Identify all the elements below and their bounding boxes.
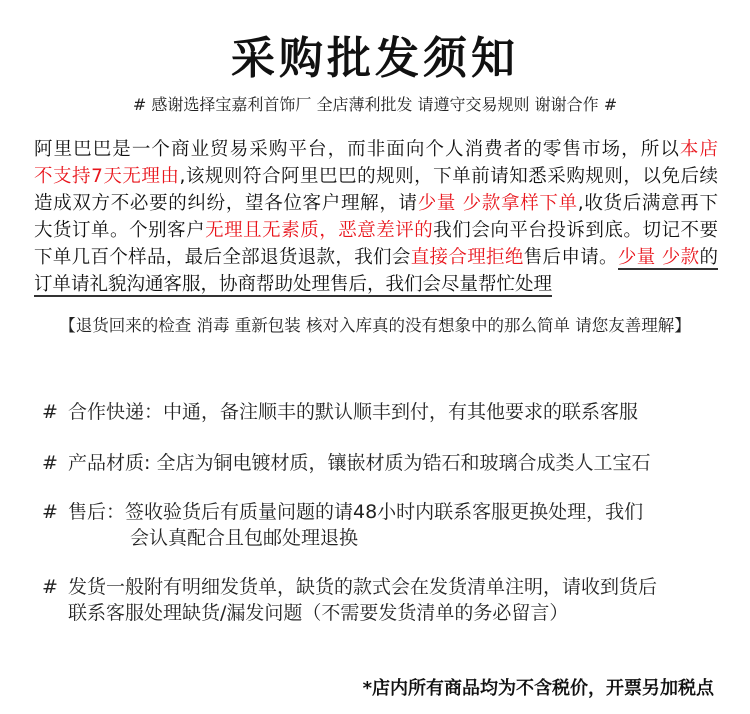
paragraph-text: 大货订单。个别客户 — [34, 220, 206, 241]
item-text: 售后：签收验货后有质量问题的请48小时内联系客服更换处理，我们 — [68, 501, 644, 523]
paragraph-line — [34, 217, 718, 244]
highlighted-text: 少量 少款 — [617, 247, 700, 268]
paragraph-text: 售后申请。 — [523, 247, 618, 268]
paragraph-text: 我们会向平台投诉到底。切记不要 — [433, 220, 718, 241]
paragraph-text: 造成双方不必要的纠纷，望各位客户理解，请 — [34, 193, 418, 214]
paragraph-text: 订单请礼貌沟通客服，协商帮助处理售后，我们会尽量帮忙处理 — [34, 274, 553, 295]
paragraph-line — [34, 271, 718, 298]
item-shipping — [42, 399, 638, 425]
highlighted-text: 直接合理拒绝 — [410, 247, 524, 268]
paragraph-text: 的 — [699, 247, 718, 268]
paragraph-text: 阿里巴巴是一个商业贸易采购平台，而非面向个人消费者的零售市场，所以 — [34, 139, 680, 160]
subtitle: # 感谢选择宝嘉利首饰厂 全店薄利批发 请遵守交易规则 谢谢合作 # — [132, 95, 618, 114]
paragraph-line — [34, 244, 718, 271]
highlighted-text: 本店 — [679, 139, 718, 160]
hash-marker: # — [42, 501, 58, 523]
highlighted-text: 不支持7天无理由 — [34, 166, 180, 187]
item-text: 合作快递：中通，备注顺丰的默认顺丰到付，有其他要求的联系客服 — [68, 401, 639, 423]
item-after-sales — [42, 499, 643, 551]
paragraph-line — [34, 163, 718, 190]
return-notice: 【退货回来的检查 消毒 重新包装 核对入库真的没有想象中的那么简单 请您友善理解】 — [59, 316, 691, 335]
paragraph-text: ,该规则符合阿里巴巴的规则，下单前请知悉采购规则，以免后续 — [179, 166, 718, 187]
item-delivery — [42, 574, 657, 626]
highlighted-text: 无理且无素质，恶意差评的 — [205, 220, 434, 241]
paragraph-line — [34, 190, 718, 217]
hash-marker: # — [42, 576, 58, 598]
page-title: 采购批发须知 — [231, 33, 519, 84]
notice-paragraph — [34, 136, 718, 298]
tax-footnote: *店内所有商品均为不含税价，开票另加税点 — [362, 678, 714, 699]
hash-marker: # — [42, 452, 58, 474]
item-text-continued: 联系客服处理缺货/漏发问题（不需要发货清单的务必留言） — [68, 602, 569, 624]
paragraph-text: 下单几百个样品，最后全部退货退款，我们会 — [34, 247, 411, 268]
highlighted-text: 少量 少款拿样下单 — [417, 193, 578, 214]
item-material — [42, 450, 650, 476]
hash-marker: # — [42, 401, 58, 423]
item-text-continued: 会认真配合且包邮处理退换 — [130, 527, 359, 549]
item-text: 产品材质: 全店为铜电镀材质，镶嵌材质为锆石和玻璃合成类人工宝石 — [68, 452, 651, 474]
item-text: 发货一般附有明细发货单，缺货的款式会在发货清单注明，请收到货后 — [68, 576, 658, 598]
paragraph-line — [34, 136, 718, 163]
paragraph-text: ,收货后满意再下 — [577, 193, 718, 214]
